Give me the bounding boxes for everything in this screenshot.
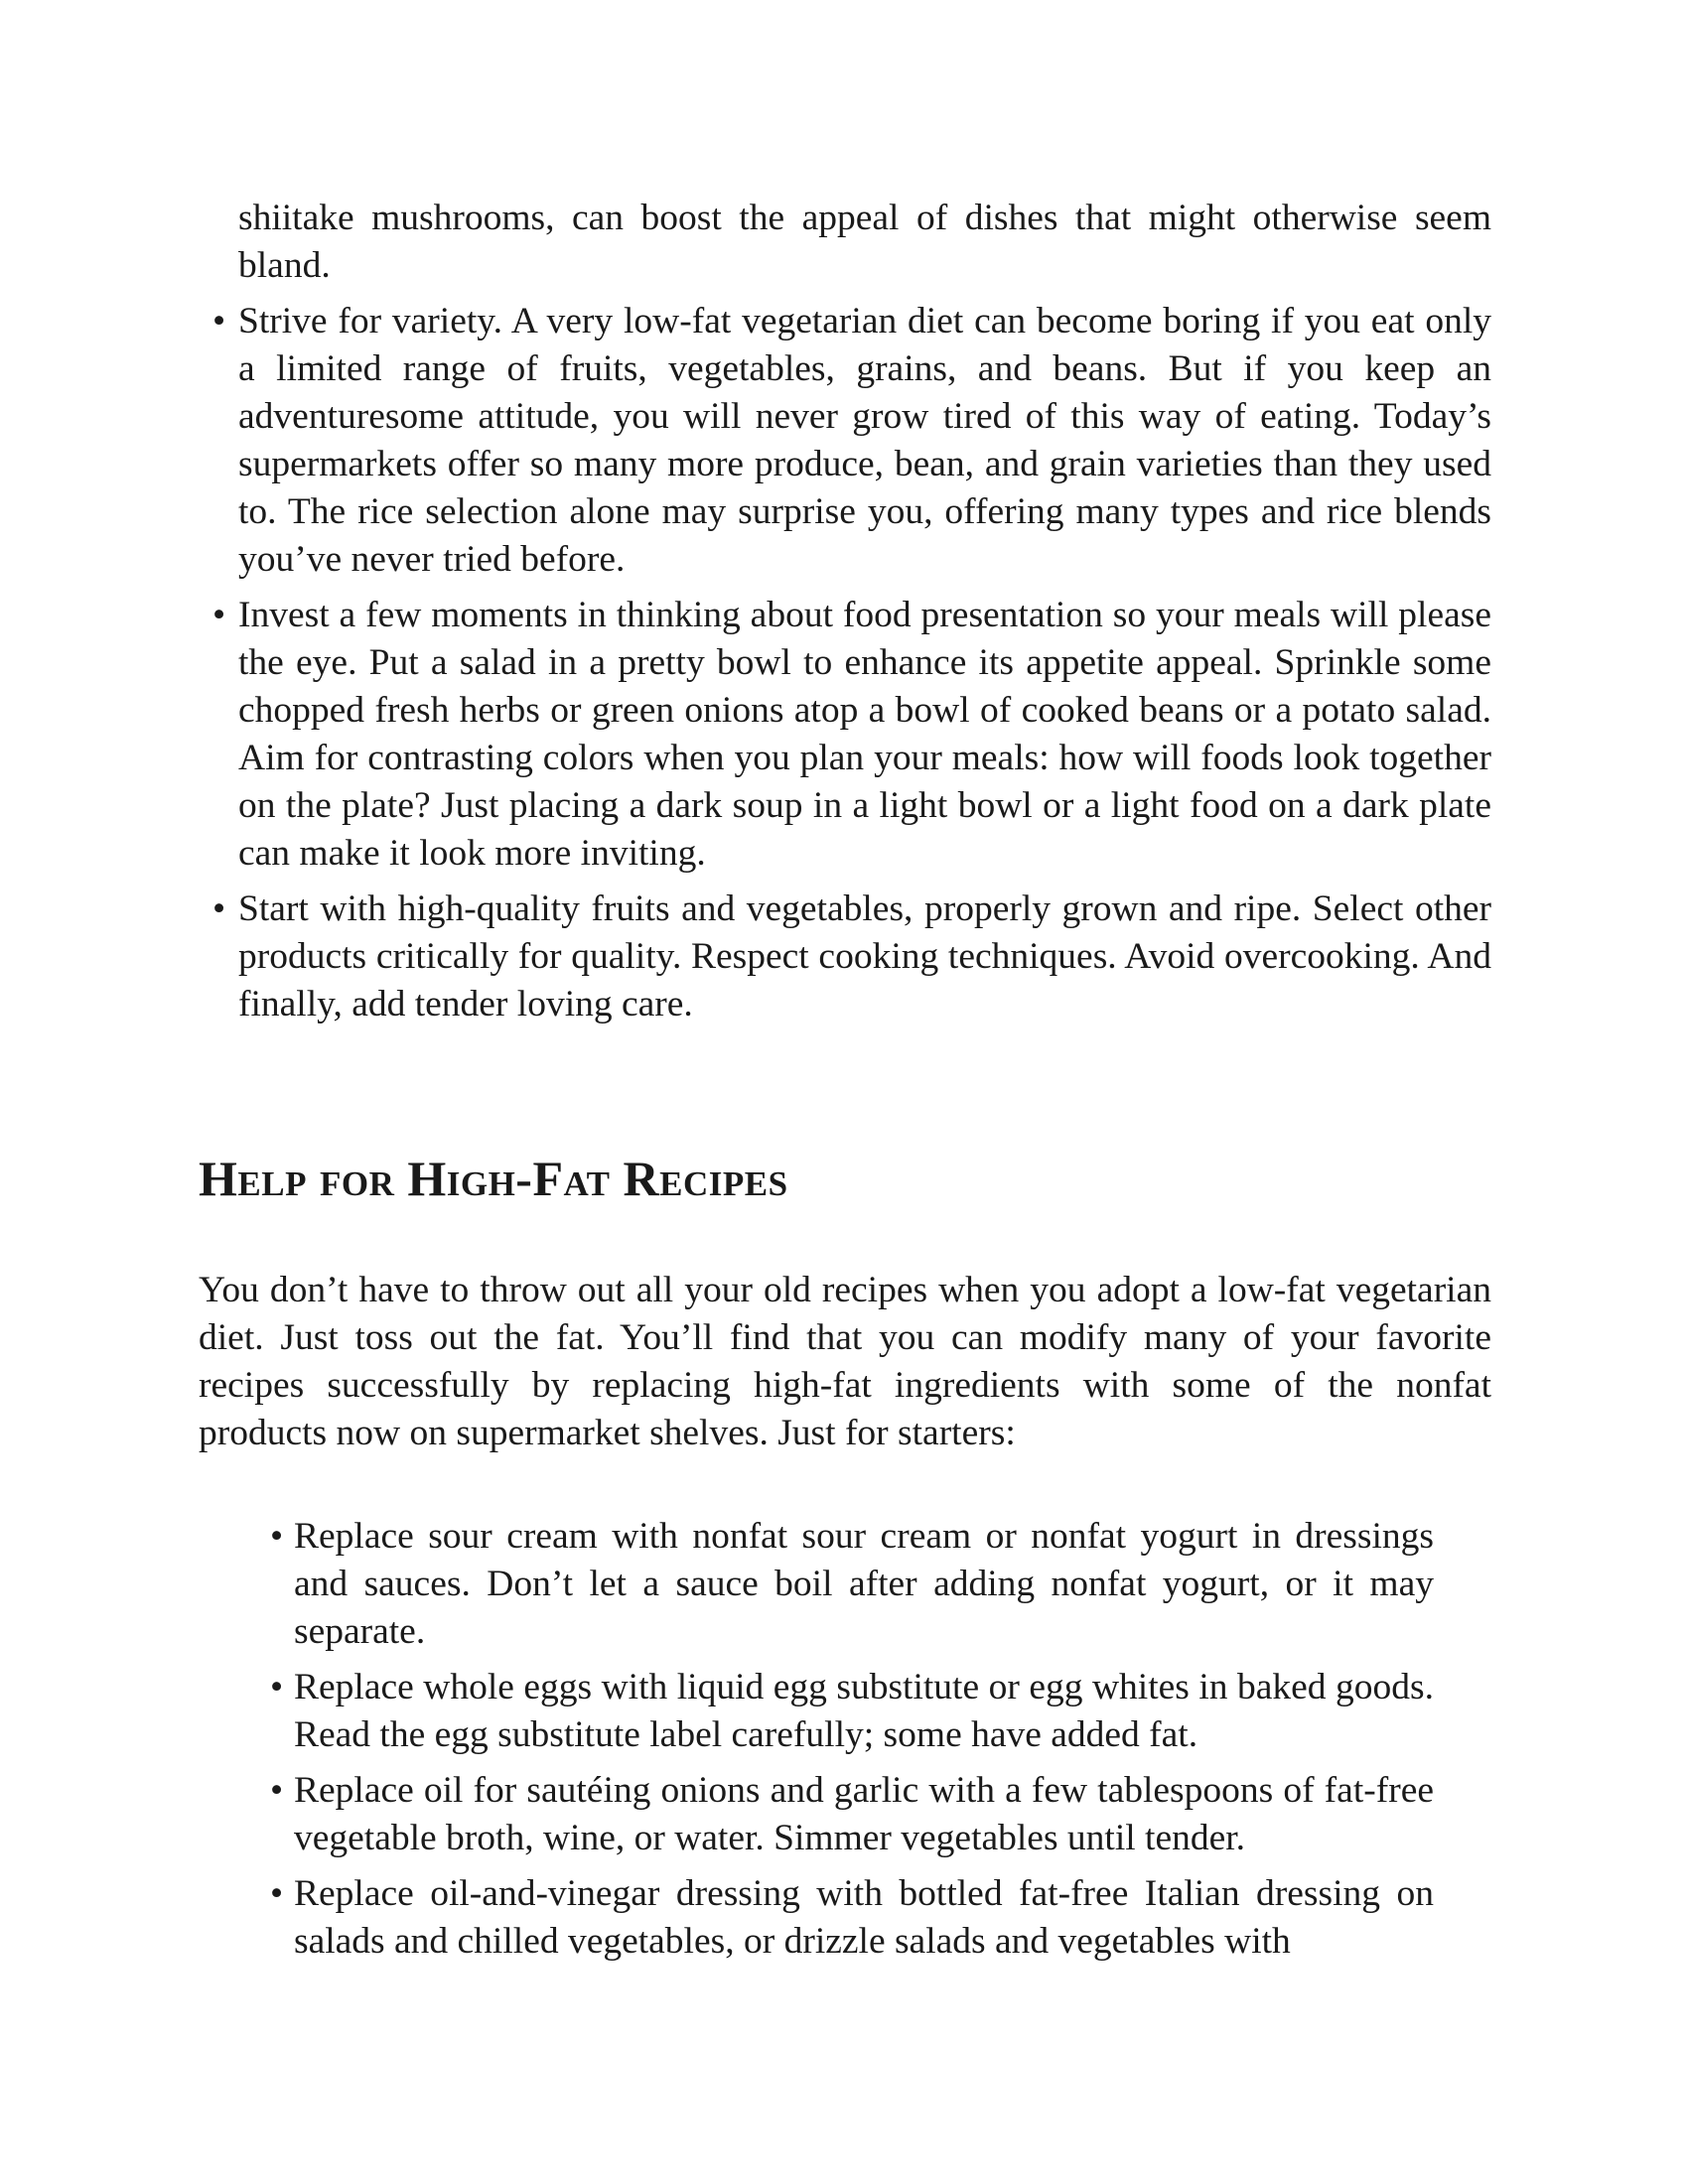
list-item-text: Start with high-quality fruits and vegetables, properly grown and ripe. Select other products critically for quality. Respect cooking techniques. Avoid overcooking. And finally, add tender loving care. (238, 888, 1491, 1024)
section-intro-paragraph: You don’t have to throw out all your old recipes when you adopt a low-fat vegetarian diet. Just toss out the fat. You’ll find that you can modify many of your favorite recipes successfully by replacing high-fat ingredients with some of the nonfat products now on supermarket shelves. Just for starters: (199, 1270, 1491, 1453)
section-heading: Help for High-Fat Recipes (199, 1151, 788, 1206)
list-item-text: shiitake mushrooms, can boost the appeal of dishes that might otherwise seem bland. (238, 198, 1491, 286)
list-item (270, 1870, 1434, 1966)
list-item (212, 592, 1491, 878)
list-item-text: Replace oil for sautéing onions and garlic with a few tablespoons of fat-free vegetable broth, wine, or water. Simmer vegetables until tender. (294, 1770, 1434, 1858)
list-item (270, 1767, 1434, 1862)
list-item (270, 1513, 1434, 1656)
list-item-text: Replace sour cream with nonfat sour cream or nonfat yogurt in dressings and sauces. Don’t let a sauce boil after adding nonfat yogurt, or it may separate. (294, 1516, 1434, 1652)
replacement-bullet-list (270, 1513, 1434, 1974)
list-item (212, 195, 1491, 290)
list-item (212, 298, 1491, 584)
list-item-text: Invest a few moments in thinking about food presentation so your meals will please the eye. Put a salad in a pretty bowl to enhance its appetite appeal. Sprinkle some chopped fresh herbs or green onions atop a bowl of cooked beans or a potato salad. Aim for contrasting colors when you plan your meals: how will foods look together on the plate? Just placing a dark soup in a light bowl or a light food on a dark plate can make it look more inviting. (238, 595, 1491, 874)
list-item-text: Replace oil-and-vinegar dressing with bottled fat-free Italian dressing on salads and chilled vegetables, or drizzle salads and vegetables with (294, 1873, 1434, 1962)
list-item-text: Strive for variety. A very low-fat vegetarian diet can become boring if you eat only a limited range of fruits, vegetables, grains, and beans. But if you keep an adventuresome attitude, you will never grow tired of this way of eating. Today’s supermarkets offer so many more produce, bean, and grain varieties than they used to. The rice selection alone may surprise you, offering many types and rice blends you’ve never tried before. (238, 301, 1491, 580)
tips-bullet-list (212, 195, 1491, 1036)
list-item (212, 886, 1491, 1028)
list-item (270, 1664, 1434, 1759)
list-item-text: Replace whole eggs with liquid egg substitute or egg whites in baked goods. Read the egg substitute label carefully; some have added fat. (294, 1667, 1434, 1755)
